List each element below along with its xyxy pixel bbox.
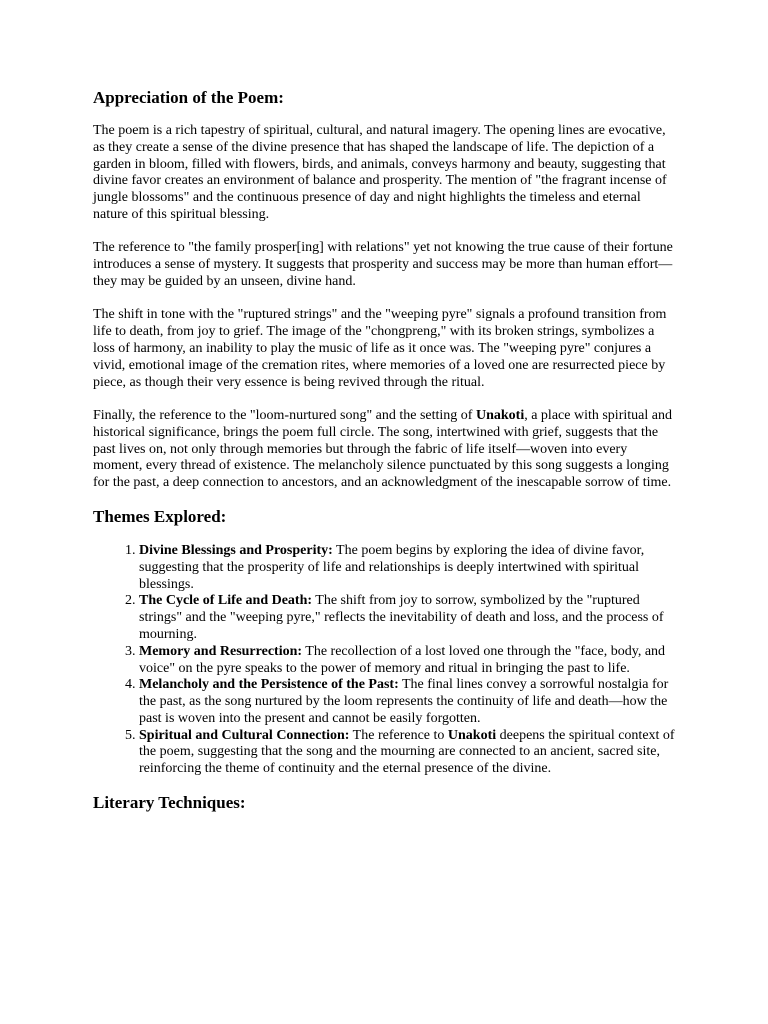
appreciation-paragraph-3: The shift in tone with the "ruptured strings" and the "weeping pyre" signals a profound transition from life to death, from joy to grief. The image of the "chongpreng," with its broken strings, symbolizes a loss of harmony, an inability to play the music of life as it once was. The "weeping pyre" conjures a vivid, emotional image of the cremation rites, where memories of a loved one are resurrected piece by piece, as though their very essence is being revived through the ritual. xyxy=(93,307,667,390)
paragraph-4-text-after: , a place with spiritual and historical significance, brings the poem full circle. The song, intertwined with grief, suggests that the past lives on, not only through memories but through the fabric of life itself—woven into every moment, every thread of existence. The melancholy silence punctuated by this song suggests a longing for the past, a deep connection to ancestors, and an acknowledgment of the inescapable sorrow of time. xyxy=(93,407,672,491)
theme-text: The shift from joy to sorrow, symbolized by the "ruptured strings" and the "weeping pyre," reflects the inevitability of death and loss, and the process of mourning. xyxy=(139,593,664,642)
theme-text: The recollection of a lost loved one through the "face, body, and voice" on the pyre speaks to the power of memory and ritual in bringing the past to life. xyxy=(139,643,666,676)
theme-text: The poem begins by exploring the idea of divine favor, suggesting that the prosperity of life and relationships is deeply intertwined with spiritual blessings. xyxy=(139,542,645,592)
theme-item-4 xyxy=(139,677,675,727)
theme-item-1 xyxy=(139,543,675,593)
theme-item-3 xyxy=(139,644,675,678)
appreciation-paragraph-4 xyxy=(93,408,675,492)
unakoti-bold: Unakoti xyxy=(475,407,525,423)
paragraph-4-text-before: Finally, the reference to the "loom-nurtured song" and the setting of xyxy=(93,407,476,423)
appreciation-paragraph-1: The poem is a rich tapestry of spiritual, cultural, and natural imagery. The opening lines are evocative, as they create a sense of the divine presence that has shaped the landscape of life. The depiction of a garden in bloom, filled with flowers, birds, and animals, conveys harmony and beauty, suggesting that divine favor creates an environment of balance and prosperity. The mention of "the fragrant incense of jungle blossoms" and the continuous presence of day and night highlights the timeless and eternal nature of this spiritual blessing. xyxy=(93,123,667,222)
theme-title: The Cycle of Life and Death: xyxy=(139,593,313,609)
theme-text-before: The reference to xyxy=(349,727,448,743)
themes-list xyxy=(93,543,675,778)
theme-text: The final lines convey a sorrowful nostalgia for the past, as the song nurtured by the loom represents the continuity of life and death—how the past is woven into the present and cannot be easily forgotten. xyxy=(139,677,669,726)
theme-item-2 xyxy=(139,593,675,643)
theme-title: Divine Blessings and Prosperity: xyxy=(139,542,333,558)
literary-techniques-heading: Literary Techniques: xyxy=(93,793,246,813)
theme-title: Spiritual and Cultural Connection: xyxy=(139,727,350,743)
document-page xyxy=(93,87,675,814)
themes-heading: Themes Explored: xyxy=(93,506,227,526)
unakoti-bold: Unakoti xyxy=(447,727,497,743)
appreciation-heading: Appreciation of the Poem: xyxy=(93,88,284,107)
theme-title: Melancholy and the Persistence of the Past: xyxy=(139,677,399,693)
theme-text-after: deepens the spiritual context of the poem, suggesting that the song and the mourning are connected to an ancient, sacred site, reinforcing the theme of continuity and the eternal presence of the divine. xyxy=(139,727,675,777)
appreciation-paragraph-2: The reference to "the family prosper[ing] with relations" yet not knowing the true cause of their fortune introduces a sense of mystery. It suggests that prosperity and success may be more than human effort—they may be guided by an unseen, divine hand. xyxy=(93,240,673,289)
theme-item-5 xyxy=(139,728,675,778)
theme-title: Memory and Resurrection: xyxy=(139,643,303,659)
